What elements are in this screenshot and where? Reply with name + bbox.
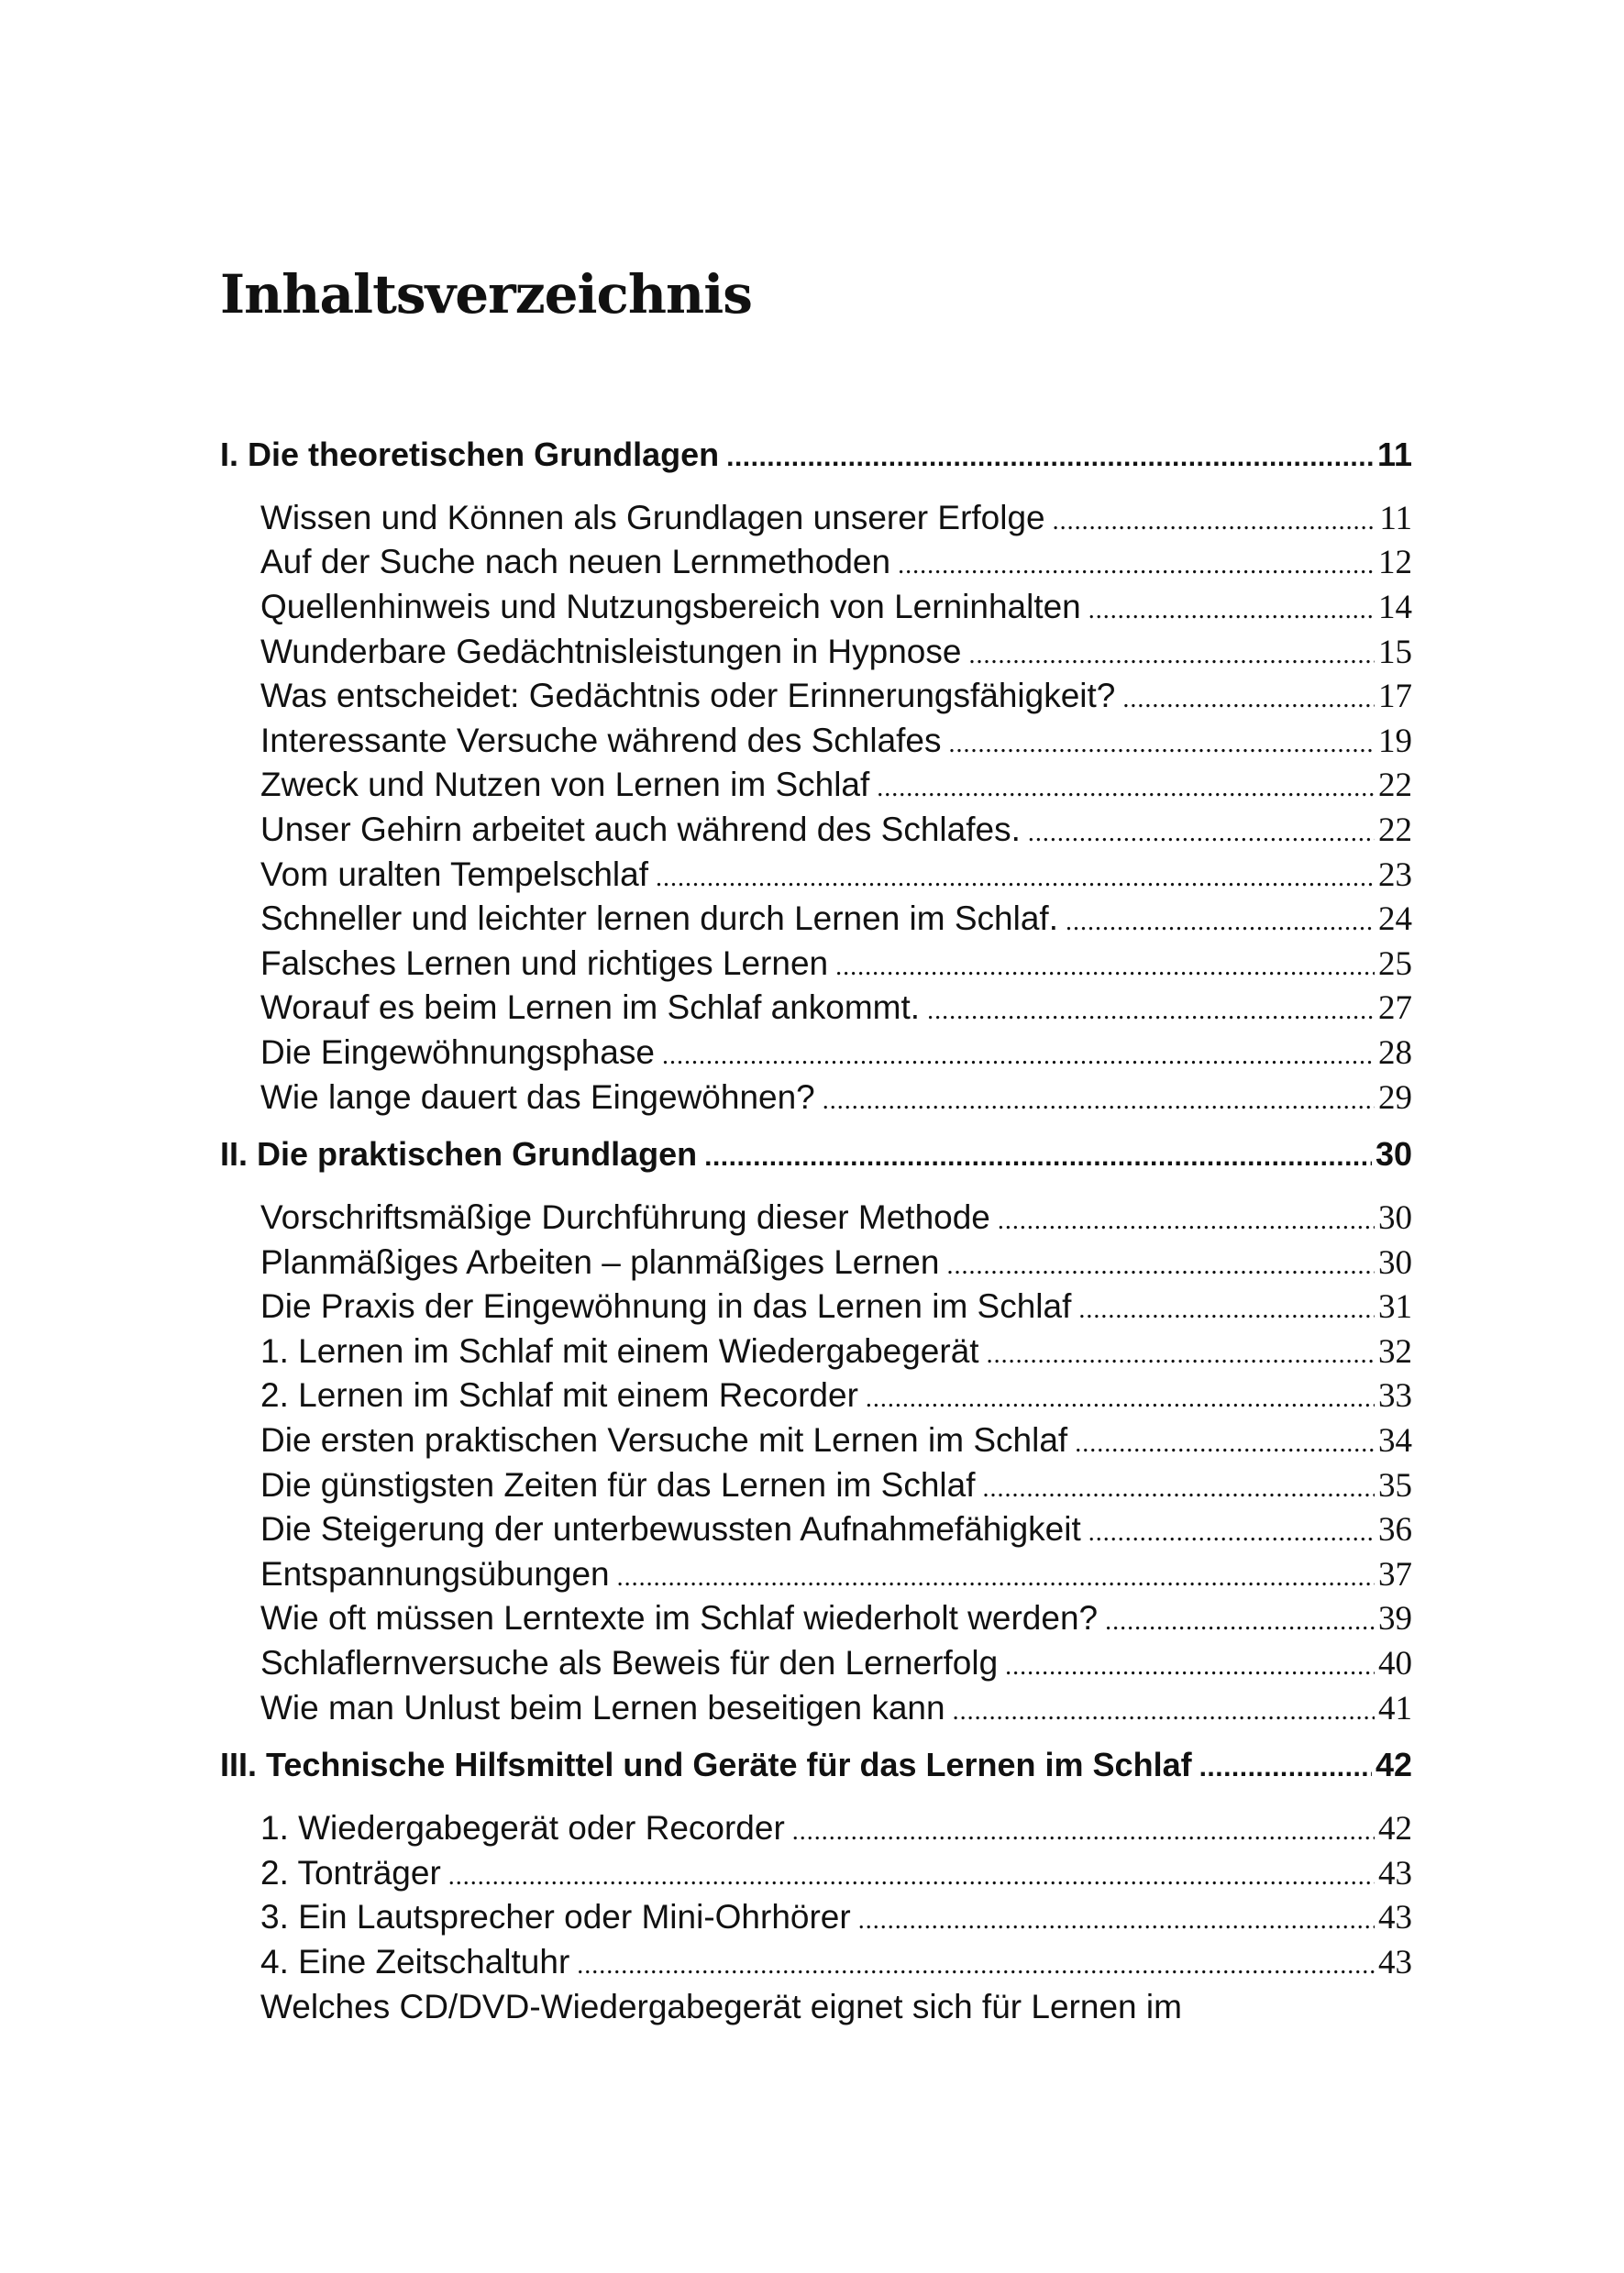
entry-page-number: 19 [1378,722,1412,760]
entry-label: Entspannungsübungen [260,1554,610,1593]
entry-label: Die günstigsten Zeiten für das Lernen im Schlaf [260,1465,976,1504]
entry-page-number: 35 [1378,1466,1412,1505]
dot-leader [953,1690,1375,1735]
entry-page-number: 30 [1378,1243,1412,1282]
entry-label: 4. Eine Zeitschaltuhr [260,1943,570,1981]
chapter-entries-2 [260,1196,1412,1730]
entry-label: 2. Lernen im Schlaf mit einem Recorder [260,1376,858,1415]
chapter-label: I. Die theoretischen Grundlagen [220,435,720,473]
toc-entry [260,1330,1412,1374]
toc-entry [260,496,1412,541]
entry-page-number: 27 [1378,989,1412,1028]
toc-entry [260,1285,1412,1330]
entry-label: Auf der Suche nach neuen Lernmethoden [260,543,891,581]
dot-leader [898,544,1375,589]
entry-label: Unser Gehirn arbeitet auch während des Schlafes. [260,810,1021,848]
entry-page-number: 31 [1378,1288,1412,1327]
entry-label: Schlaflernversuche als Beweis für den Lernerfolg [260,1644,999,1683]
toc-entry [260,1806,1412,1851]
entry-page-number: 22 [1378,811,1412,849]
dot-leader [1005,1645,1375,1690]
toc-entry [260,674,1412,719]
dot-leader [1088,589,1375,634]
toc-entry [260,808,1412,853]
entry-label: Wie man Unlust beim Lernen beseitigen kann [260,1688,945,1727]
entry-label: Die Praxis der Eingewöhnung in das Lernen im Schlaf [260,1287,1072,1326]
entry-label: Vorschriftsmäßige Durchführung dieser Methode [260,1198,990,1237]
toc-entry [260,719,1412,764]
toc-entry [260,1895,1412,1940]
chapter-heading-1 [220,433,1412,480]
entry-page-number: 11 [1379,499,1412,537]
dot-leader [823,1079,1375,1124]
entry-page-number: 42 [1378,1810,1412,1848]
dot-leader [968,634,1375,679]
entry-page-number: 28 [1378,1033,1412,1072]
entry-page-number: 36 [1378,1511,1412,1550]
toc-entry [260,942,1412,987]
entry-page-number: 22 [1378,767,1412,805]
entry-page-number: 33 [1378,1377,1412,1416]
dot-leader [1088,1511,1375,1556]
dot-leader [987,1333,1375,1378]
entry-label: Planmäßiges Arbeiten – planmäßiges Lernen [260,1242,940,1281]
entry-label: Schneller und leichter lernen durch Lernen im Schlaf. [260,899,1058,938]
dot-leader [726,436,1374,480]
dot-leader [792,1810,1375,1855]
chapter-page-number: 11 [1376,435,1412,473]
toc-entry [260,1851,1412,1896]
entry-page-number: 23 [1378,855,1412,894]
toc-entry [260,897,1412,942]
entry-page-number: 30 [1378,1199,1412,1238]
dot-leader [1199,1746,1372,1790]
entry-page-number: 34 [1378,1422,1412,1461]
toc-entry [260,1031,1412,1076]
dot-leader [982,1467,1375,1512]
entry-label: Was entscheidet: Gedächtnis oder Erinnerungsfähigkeit? [260,677,1116,715]
dot-leader [1028,811,1375,856]
entry-label: Falsches Lernen und richtiges Lernen [260,943,829,982]
dot-leader [949,723,1375,767]
toc-entry [260,585,1412,630]
dot-leader [656,856,1375,901]
toc-entry [260,853,1412,898]
dot-leader [1053,500,1376,545]
toc-entry [260,1076,1412,1120]
entry-label: 2. Tonträger [260,1853,441,1892]
entry-page-number: 15 [1378,633,1412,671]
chapter-heading-3 [220,1743,1412,1790]
page-title: Inhaltsverzeichnis [220,263,752,326]
dot-leader [1122,678,1375,723]
toc-entry [260,630,1412,675]
dot-leader [1105,1600,1375,1645]
toc-entry [260,1641,1412,1686]
chapter-label: III. Technische Hilfsmittel und Geräte für das Lernen im Schlaf [220,1746,1192,1784]
entry-label: 1. Wiedergabegerät oder Recorder [260,1809,785,1848]
toc-entry [260,763,1412,808]
table-of-contents [220,263,1412,2029]
toc-entry [260,1418,1412,1463]
entry-page-number: 41 [1378,1689,1412,1727]
dot-leader [866,1377,1375,1422]
dot-leader [998,1199,1375,1244]
entry-label: Die ersten praktischen Versuche mit Lernen im Schlaf [260,1421,1068,1460]
toc-entry [260,1196,1412,1241]
dot-leader [577,1944,1375,1989]
entry-page-number: 39 [1378,1600,1412,1639]
toc-entry [260,1463,1412,1508]
entry-label: Vom uralten Tempelschlaf [260,855,648,893]
dot-leader [704,1135,1372,1179]
entry-page-number: 32 [1378,1332,1412,1371]
toc-entry [260,1507,1412,1552]
dot-leader [1066,900,1375,945]
dot-leader [927,989,1375,1034]
entry-page-number: 24 [1378,900,1412,939]
entry-label: Wissen und Können als Grundlagen unserer Erfolge [260,498,1045,536]
toc-entry [260,1596,1412,1641]
entry-page-number: 14 [1378,588,1412,626]
toc-entry [260,986,1412,1031]
dot-leader [448,1855,1375,1900]
chapter-page-number: 30 [1375,1135,1412,1174]
toc-entry [260,1241,1412,1285]
entry-label: 1. Lernen im Schlaf mit einem Wiedergabegerät [260,1331,979,1370]
toc-entry [260,1686,1412,1731]
entry-page-number: 17 [1378,678,1412,716]
entry-label: Wie lange dauert das Eingewöhnen? [260,1077,815,1116]
dot-leader [1075,1422,1375,1467]
toc-entry [260,1940,1412,1985]
dot-leader [877,767,1375,811]
entry-page-number: 43 [1378,1944,1412,1982]
dot-leader [858,1899,1375,1944]
entry-page-number: 40 [1378,1645,1412,1683]
entry-page-number: 43 [1378,1854,1412,1892]
toc-entry [260,1374,1412,1418]
chapter-entries-3 [260,1806,1412,2029]
dot-leader [835,945,1375,990]
toc-entry [260,540,1412,585]
entry-page-number: 37 [1378,1555,1412,1594]
entry-label: Quellenhinweis und Nutzungsbereich von Lerninhalten [260,587,1081,625]
chapter-page-number: 42 [1375,1746,1412,1784]
entry-label: Worauf es beim Lernen im Schlaf ankommt. [260,988,921,1027]
entry-label: Die Steigerung der unterbewussten Aufnahmefähigkeit [260,1510,1081,1549]
chapter-heading-2 [220,1132,1412,1179]
entry-label: Die Eingewöhnungsphase [260,1032,655,1071]
entry-page-number: 12 [1378,544,1412,582]
entry-label: Interessante Versuche während des Schlafes [260,721,942,759]
entry-label: Zweck und Nutzen von Lernen im Schlaf [260,766,870,804]
entry-page-number: 43 [1378,1899,1412,1937]
dot-leader [1078,1288,1375,1333]
dot-leader [617,1556,1375,1601]
dot-leader [662,1034,1375,1079]
entry-label: Wunderbare Gedächtnisleistungen in Hypnose [260,632,962,670]
entry-label: Wie oft müssen Lerntexte im Schlaf wiederholt werden? [260,1599,1099,1638]
toc-entry-continuation [260,1985,1412,2030]
dot-leader [946,1244,1375,1289]
chapter-label: II. Die praktischen Grundlagen [220,1135,698,1174]
chapter-entries-1 [260,496,1412,1120]
entry-label: 3. Ein Lautsprecher oder Mini-Ohrhörer [260,1898,851,1936]
toc-entry [260,1552,1412,1597]
entry-page-number: 25 [1378,944,1412,983]
entry-page-number: 29 [1378,1078,1412,1117]
entry-label: Welches CD/DVD-Wiedergabegerät eignet sich für Lernen im [260,1987,1182,2025]
